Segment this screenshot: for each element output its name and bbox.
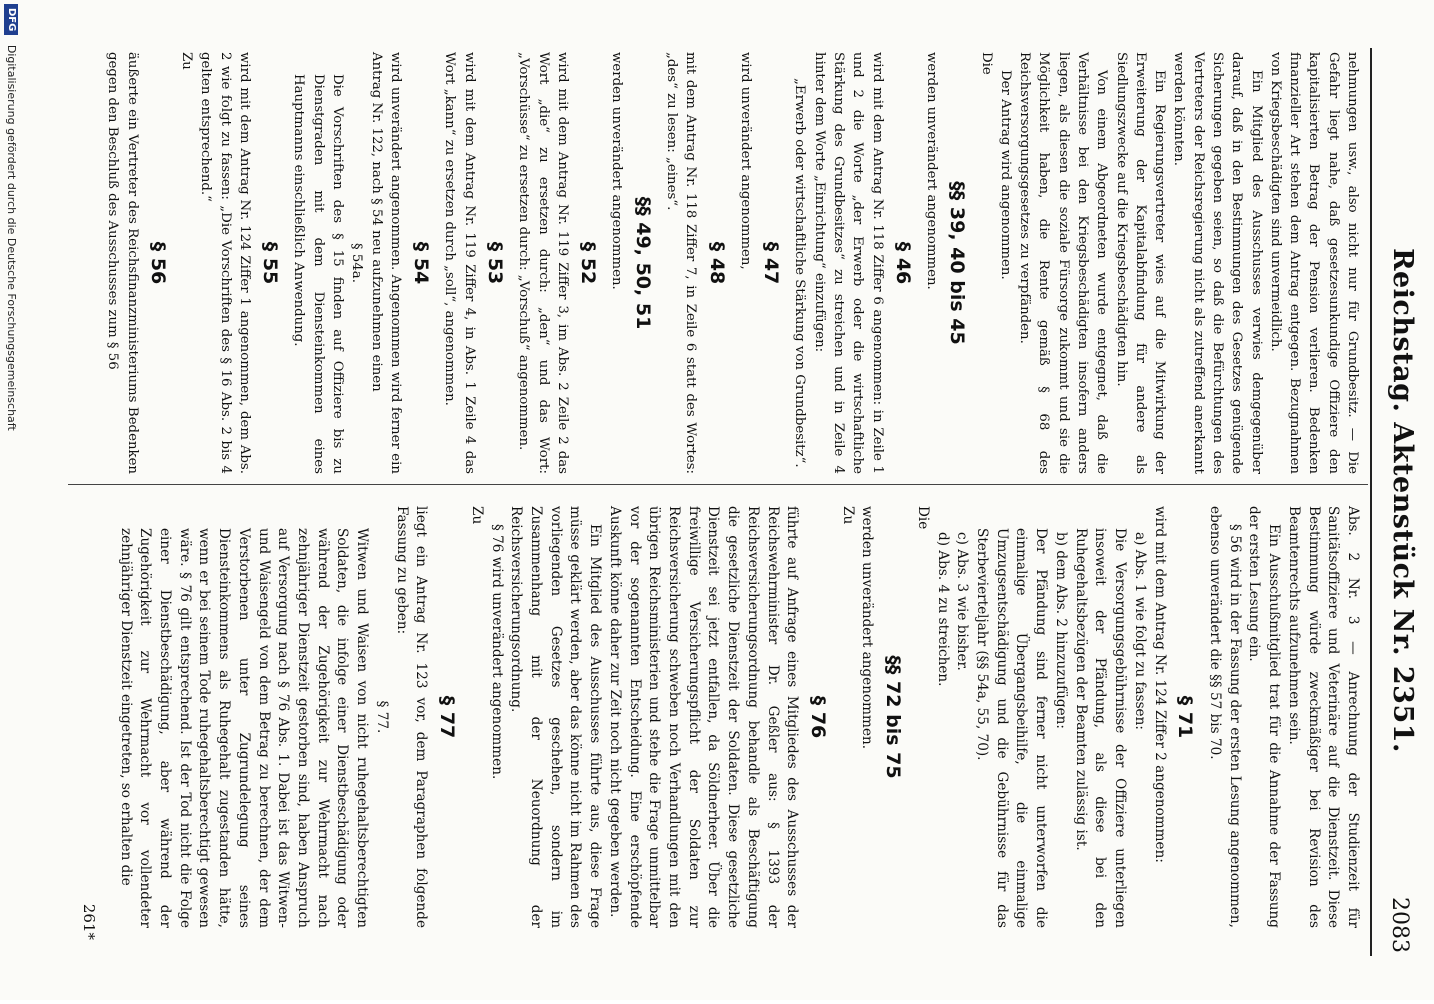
section-heading: §§ 72 bis 75 [882,655,905,779]
digitization-text: Digitalisierung gefördert durch die Deutsche Forschungsgemeinschaft [5,44,18,431]
paragraph: Der Pfändung sind ferner nicht unterworfen die einmalige Übergangsbeihilfe, die einmalige Umzugsentschädigung und die Gebührnisse für das Sterbevierteljahr (§§ 54a, 55, 70). [974,528,1050,928]
paragraph: a) Abs. 1 wie folgt zu fassen: [1131,532,1148,730]
paragraph: Abs. 2 Nr. 3 — Anrechnung der Studienzeit für Sanitätsoffiziere und Veterinäre auf die Dienstzeit. Diese Bestimmung würde zweckmäßiger bei Revision des Beamtenrechts aufzunehmen sein. [1285,506,1361,928]
section-heading: § 54 [410,241,433,285]
section-heading: § 47 [760,241,783,285]
section-heading: § 56 [146,241,169,285]
header-rule [1370,48,1372,956]
paragraph: § 54a. [349,243,365,283]
paragraph: wird mit dem Antrag Nr. 118 Ziffer 6 angenommen: in Zeile 1 und 2 die Worte „der Erwerb oder die wirtschaftliche Stärkung des Grundbesitzes“ zu streichen und in Zeile 4 hinter dem Worte „Einrichtung“ einzufügen: [811,52,885,474]
paragraph: werden unverändert angenommen. [859,506,876,750]
section-heading: § 77 [436,695,459,739]
paragraph: „Erwerb oder wirtschaftliche Stärkung von Grundbesitz“. [792,78,808,468]
digitization-note [0,0,22,1004]
dfg-logo: DFG [4,4,18,35]
page-header [1376,48,1428,953]
paragraph: d) Abs. 4 zu streichen. [934,532,951,687]
paragraph: Witwen und Waisen von nicht ruhegehaltsberechtigten Soldaten, die infolge einer Dienstbeschädigung oder während der Zugehörigkeit zur Wehrmacht nach zehnjähriger Dienstzeit gestorben sind, haben Anspruch auf Versorgung nach § 76 Abs. 1. Dabei ist das Witwen- und Waisengeld von dem Betrag zu berechnen, der dem Verstorbenen unter Zugrundelegung seines Diensteinkommens als Ruhegehalt zugestanden hätte, wenn er bei seinem Tode ruhegehaltsberechtigt gewesen wäre. § 76 gilt entsprechend. Ist der Tod nicht die Folge einer Dienstbeschädigung, aber während der Zugehörigkeit zur Wehrmacht vor vollendeter zehnjähriger Dienstzeit eingetreten, so erhalten die [117,528,371,928]
page-number: 2083 [1387,897,1412,953]
paragraph: Ein Mitglied des Ausschusses verwies demgegenüber darauf, daß in den Bestimmungen des Gesetzes genügende Sicherungen gegeben seien, so daß die Befürchtungen des Vertreters der Reichsregierung nicht als zutreffend anerkannt werden könnten. [1171,52,1264,474]
paragraph: führte auf Anfrage eines Mitgliedes des Ausschusses der Reichswehrminister Dr. Geßler aus: § 1393 der Reichsversicherungsordnung behandle als Beschäftigung die gesetzliche Dienstzeit der Soldaten. Diese gesetzliche Dienstzeit sei jetzt entfallen, da Söldnerheer. Über die freiwillige Versicherungspflicht der Soldaten zur Reichsversicherung schweben noch Verhandlungen mit den übrigen Reichsministerien und stehe die Frage unmittelbar vor der sogenannten Entscheidung. Eine erschöpfende Auskunft könne daher zur Zeit noch nicht gegeben werden. [606,506,801,928]
paragraph: b) dem Abs. 2 hinzuzufügen: [1052,532,1069,729]
section-heading: § 55 [259,241,282,285]
paragraph: Zu [179,52,195,70]
paragraph: liegt ein Antrag Nr. 123 vor, dem Paragraphen folgende Fassung zu geben: [393,506,430,928]
section-heading: §§ 49, 50, 51 [631,196,654,330]
paragraph: werden unverändert angenommen. [924,52,940,290]
paragraph: wird mit dem Antrag Nr. 119 Ziffer 4, in Abs. 1 Zeile 4 das Wort „kann“ zu ersetzen durch „soll“, angenommen. [442,52,477,474]
right-column [115,506,1362,928]
page-title: Reichstag. Aktenstück Nr. 2351. [1387,248,1418,753]
paragraph: wird unverändert angenommen, [737,52,753,270]
paragraph: äußerte ein Vertreter des Reichsfinanzministeriums Bedenken gegen den Beschluß des Ausschusses zum § 56 [105,52,140,474]
paragraph: Die Vorschriften des § 15 finden auf Offiziere bis zu Dienstgraden mit dem Diensteinkommen eines Hauptmanns einschließlich Anwendung. [291,74,346,474]
paragraph: mit dem Antrag Nr. 118 Ziffer 7, in Zeile 6 statt des Wortes: „des“ zu lesen: „eines“. [664,52,699,474]
paragraph: Von einem Abgeordneten wurde entgegnet, daß die Verhältnisse bei den Kriegsbeschädigten insofern anders liegen, als diesen die soziale Fürsorge zukommt und sie die Möglichkeit haben, die Rente gemäß § 68 des Reichsversorgungsgesetzes zu verpfänden. [1017,52,1110,474]
paragraph: § 77. [373,700,390,734]
paragraph: wird mit dem Antrag Nr. 119 Ziffer 3, im Abs. 2 Zeile 2 das Wort „die“ zu ersetzen durch: „den“ und das Wort: „Vorschüsse“ zu ersetzen durch: „Vorschuß“ angenommen. [516,52,570,474]
section-heading: § 71 [1174,695,1197,739]
paragraph: Die [978,52,994,75]
paragraph: nehmungen usw., also nicht nur für Grundbesitz. — Die Gefahr liegt nahe, daß gesetzesunkundige Offiziere den kapitalisierten Betrag der Pension verlieren. Bedenken finanzieller Art stehen dem Antrag entgegen. Bezugnahmen von Kriegsbeschädigten sind unvermeidlich. [1267,52,1360,474]
section-heading: § 76 [807,695,830,739]
paragraph: Der Antrag wird angenommen. [997,70,1013,280]
section-heading: § 48 [705,241,728,285]
paragraph: c) Abs. 3 wie bisher. [954,532,971,671]
paragraph: Die [914,506,931,530]
section-heading: § 53 [484,241,507,285]
paragraph: wird mit dem Antrag Nr. 124 Ziffer 1 angenommen, dem Abs. 2 wie folgt zu fassen: „Die Vorschriften des § 16 Abs. 2 bis 4 gelten entsprechend.“ [198,52,252,474]
paragraph: Zu [468,506,485,525]
paragraph: Die Versorgungsgebührnisse der Offiziere unterliegen insoweit der Pfändung, als diese bei den Ruhegehaltsbezügen der Beamten zulässig ist. [1072,528,1129,928]
column-divider [68,484,1368,485]
paragraph: Ein Mitglied des Ausschusses führte aus, diese Frage müsse geklärt werden, aber das könne nicht im Rahmen des vorliegenden Gesetzes geschehen, sondern im Zusammenhang mit der Neuordnung der Reichsversicherungsordnung. [508,506,604,928]
paragraph: § 56 wird in der Fassung der ersten Lesung angenommen, ebenso unverändert die §§ 57 bis 70. [1206,506,1243,928]
paragraph: werden unverändert angenommen. [609,52,625,290]
section-heading: § 46 [891,241,914,285]
section-heading: §§ 39, 40 bis 45 [946,181,969,345]
left-column [103,52,1362,474]
paragraph: Zu [839,506,856,525]
section-heading: § 52 [577,241,600,285]
paragraph: Ein Regierungsvertreter wies auf die Mitwirkung der Erweiterung der Kapitalabfindung für andere als Siedlungszwecke auf die Kriegsbeschädigten hin. [1113,52,1168,474]
paragraph: § 76 wird unverändert angenommen. [488,524,505,780]
paragraph: wird mit dem Antrag Nr. 124 Ziffer 2 angenommen: [1151,506,1168,863]
signature-mark: 261* [80,903,98,940]
paragraph: wird unverändert angenommen. Angenommen wird ferner ein Antrag Nr. 122, nach § 54 neu aufzunehmen einen [368,52,403,474]
paragraph: Ein Ausschußmitglied trat für die Annahme der Fassung der ersten Lesung ein. [1246,506,1283,928]
